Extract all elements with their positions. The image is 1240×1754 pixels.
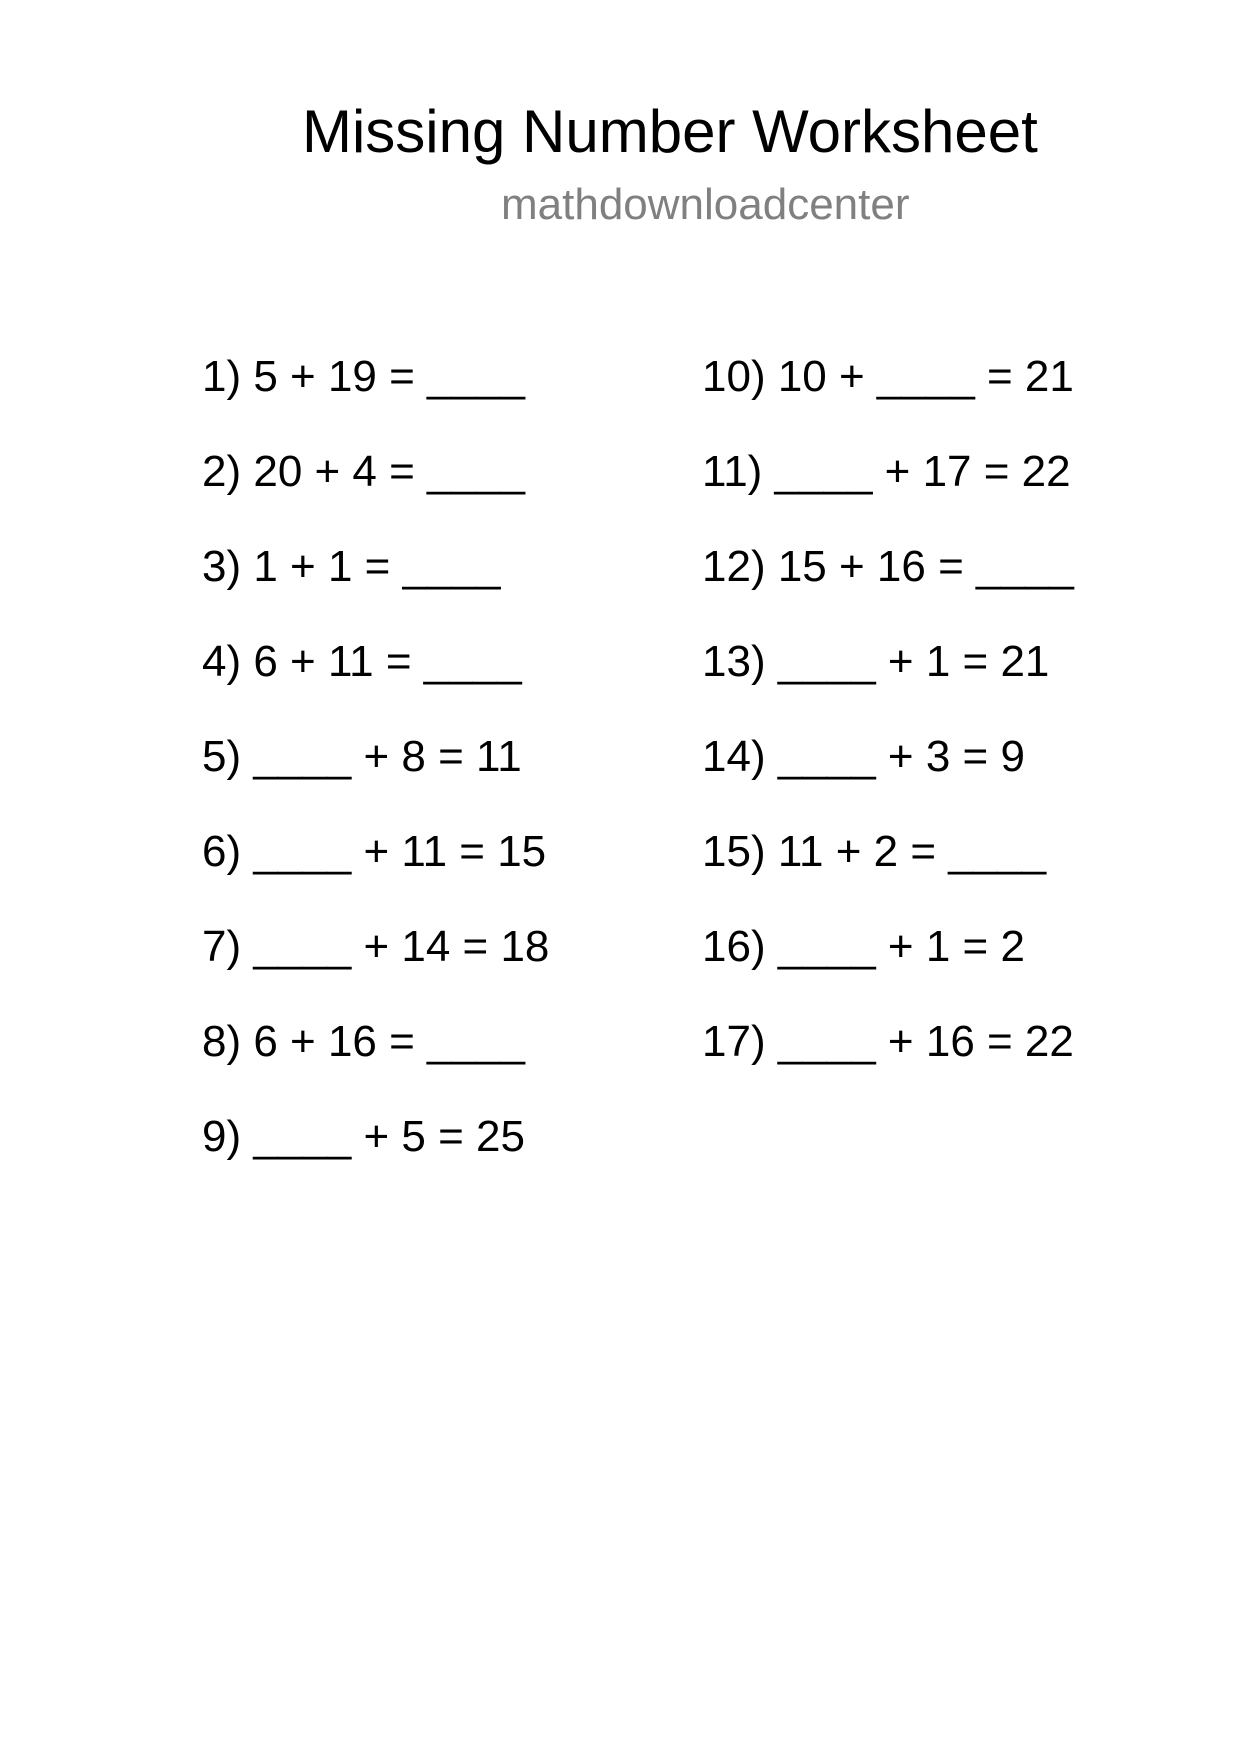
problem-11: 11) ____ + 17 = 22 [702, 447, 1071, 496]
problem-4: 4) 6 + 11 = ____ [202, 637, 522, 686]
problem-12: 12) 15 + 16 = ____ [702, 542, 1074, 591]
problem-13: 13) ____ + 1 = 21 [702, 637, 1050, 686]
problem-1: 1) 5 + 19 = ____ [202, 352, 525, 401]
problem-6: 6) ____ + 11 = 15 [202, 827, 547, 876]
problem-10: 10) 10 + ____ = 21 [702, 352, 1074, 401]
problem-2: 2) 20 + 4 = ____ [202, 447, 525, 496]
problem-5: 5) ____ + 8 = 11 [202, 732, 522, 781]
problem-17: 17) ____ + 16 = 22 [702, 1017, 1074, 1066]
problem-9: 9) ____ + 5 = 25 [202, 1112, 525, 1161]
page-subtitle: mathdownloadcenter [501, 180, 910, 229]
problem-15: 15) 11 + 2 = ____ [702, 827, 1047, 876]
page-title: Missing Number Worksheet [302, 98, 1038, 165]
problem-8: 8) 6 + 16 = ____ [202, 1017, 525, 1066]
problem-14: 14) ____ + 3 = 9 [702, 732, 1025, 781]
problem-16: 16) ____ + 1 = 2 [702, 922, 1025, 971]
problem-3: 3) 1 + 1 = ____ [202, 542, 501, 591]
problem-7: 7) ____ + 14 = 18 [202, 922, 550, 971]
